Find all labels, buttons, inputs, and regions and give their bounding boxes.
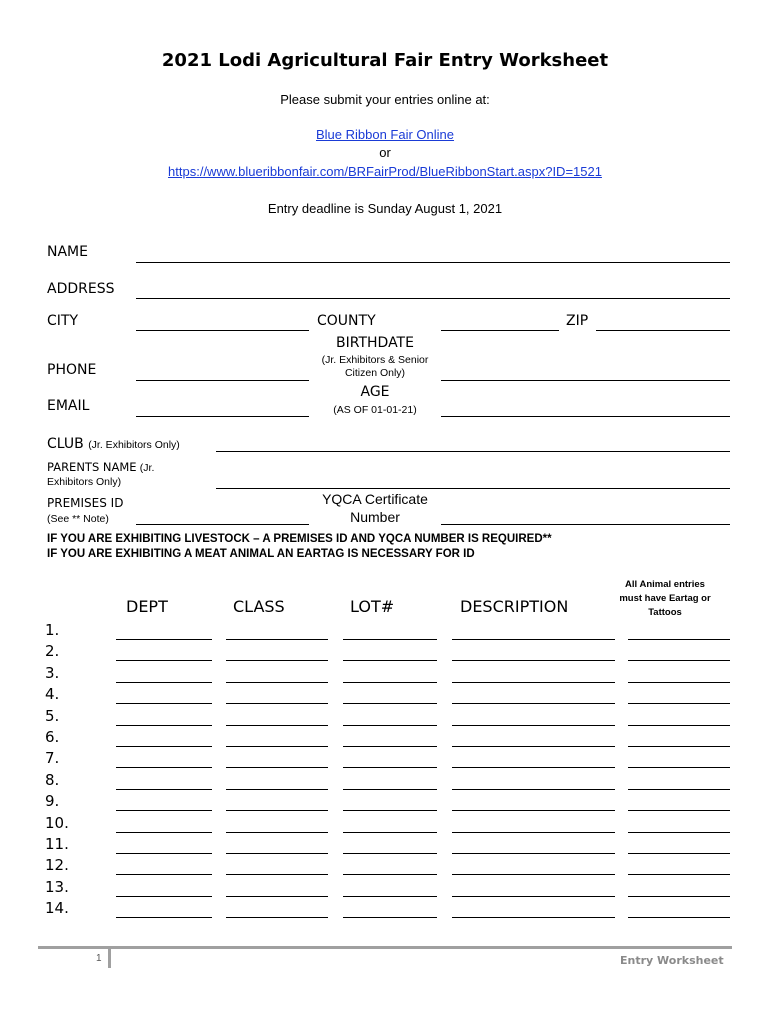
- row-description-field[interactable]: [452, 660, 615, 661]
- birthdate-field[interactable]: [441, 380, 730, 381]
- row-eartag-field[interactable]: [628, 789, 730, 790]
- yqca-field[interactable]: [441, 524, 730, 525]
- row-description-field[interactable]: [452, 874, 615, 875]
- row-class-field[interactable]: [226, 703, 328, 704]
- row-description-field[interactable]: [452, 682, 615, 683]
- parents-note-2: Exhibitors Only): [47, 476, 122, 488]
- row-description-field[interactable]: [452, 853, 615, 854]
- row-class-field[interactable]: [226, 810, 328, 811]
- row-dept-field[interactable]: [116, 660, 212, 661]
- row-eartag-field[interactable]: [628, 832, 730, 833]
- premises-note: (See ** Note): [47, 513, 109, 525]
- row-lot-field[interactable]: [343, 725, 437, 726]
- zip-field[interactable]: [596, 330, 730, 331]
- email-label: EMAIL: [47, 398, 90, 414]
- row-lot-field[interactable]: [343, 789, 437, 790]
- birthdate-label: BIRTHDATE: [336, 335, 414, 351]
- row-eartag-field[interactable]: [628, 853, 730, 854]
- row-class-field[interactable]: [226, 853, 328, 854]
- parents-name-field[interactable]: [216, 488, 730, 489]
- row-eartag-field[interactable]: [628, 810, 730, 811]
- birthdate-note-1: (Jr. Exhibitors & Senior: [321, 354, 429, 366]
- phone-field[interactable]: [136, 380, 309, 381]
- row-number: 7.: [45, 749, 60, 768]
- row-number: 10.: [45, 813, 69, 832]
- footer-label: Entry Worksheet: [620, 954, 724, 967]
- blue-ribbon-link[interactable]: Blue Ribbon Fair Online: [315, 127, 455, 142]
- name-label: NAME: [47, 244, 88, 260]
- row-dept-field[interactable]: [116, 725, 212, 726]
- row-class-field[interactable]: [226, 896, 328, 897]
- club-note: (Jr. Exhibitors Only): [88, 439, 180, 451]
- row-dept-field[interactable]: [116, 789, 212, 790]
- row-lot-field[interactable]: [343, 832, 437, 833]
- column-class: CLASS: [233, 597, 285, 616]
- submit-instructions: Please submit your entries online at:: [280, 92, 490, 107]
- row-dept-field[interactable]: [116, 917, 212, 918]
- row-class-field[interactable]: [226, 917, 328, 918]
- row-dept-field[interactable]: [116, 639, 212, 640]
- row-lot-field[interactable]: [343, 874, 437, 875]
- row-class-field[interactable]: [226, 874, 328, 875]
- county-field[interactable]: [441, 330, 559, 331]
- row-dept-field[interactable]: [116, 896, 212, 897]
- row-lot-field[interactable]: [343, 703, 437, 704]
- row-dept-field[interactable]: [116, 682, 212, 683]
- row-description-field[interactable]: [452, 725, 615, 726]
- row-description-field[interactable]: [452, 789, 615, 790]
- parents-note-1: (Jr.: [139, 462, 155, 474]
- row-class-field[interactable]: [226, 767, 328, 768]
- address-field[interactable]: [136, 298, 730, 299]
- row-description-field[interactable]: [452, 767, 615, 768]
- row-description-field[interactable]: [452, 917, 615, 918]
- row-lot-field[interactable]: [343, 917, 437, 918]
- row-dept-field[interactable]: [116, 874, 212, 875]
- eartag-note-line-2: must have Eartag or: [619, 593, 711, 604]
- club-label: CLUB: [47, 436, 84, 452]
- row-number: 1.: [45, 621, 60, 639]
- row-class-field[interactable]: [226, 682, 328, 683]
- livestock-notice: IF YOU ARE EXHIBITING LIVESTOCK – A PREMISES ID AND YQCA NUMBER IS REQUIRED**: [47, 533, 552, 545]
- eartag-note-line-1: All Animal entries: [625, 579, 705, 590]
- age-label: AGE: [360, 384, 390, 400]
- column-dept: DEPT: [126, 597, 168, 616]
- row-number: 13.: [45, 877, 69, 896]
- row-number: 3.: [45, 663, 60, 682]
- row-class-field[interactable]: [226, 789, 328, 790]
- meat-animal-notice: IF YOU ARE EXHIBITING A MEAT ANIMAL AN EARTAG IS NECESSARY FOR ID: [47, 548, 475, 560]
- row-class-field[interactable]: [226, 660, 328, 661]
- page-title: 2021 Lodi Agricultural Fair Entry Worksheet: [161, 50, 609, 71]
- row-lot-field[interactable]: [343, 896, 437, 897]
- eartag-note: [610, 578, 720, 620]
- club-field[interactable]: [216, 451, 730, 452]
- row-description-field[interactable]: [452, 896, 615, 897]
- row-lot-field[interactable]: [343, 853, 437, 854]
- row-description-field[interactable]: [452, 703, 615, 704]
- row-eartag-field[interactable]: [628, 874, 730, 875]
- row-number: 6.: [45, 728, 60, 746]
- row-lot-field[interactable]: [343, 682, 437, 683]
- row-class-field[interactable]: [226, 639, 328, 640]
- row-dept-field[interactable]: [116, 767, 212, 768]
- row-lot-field[interactable]: [343, 660, 437, 661]
- footer-divider: [38, 946, 732, 949]
- zip-label: ZIP: [566, 313, 589, 329]
- club-label-group: [47, 435, 180, 453]
- city-label: CITY: [47, 313, 79, 329]
- row-number: 4.: [45, 685, 60, 704]
- row-eartag-field[interactable]: [628, 896, 730, 897]
- city-field[interactable]: [136, 330, 309, 331]
- row-dept-field[interactable]: [116, 746, 212, 747]
- row-lot-field[interactable]: [343, 746, 437, 747]
- row-eartag-field[interactable]: [628, 703, 730, 704]
- row-eartag-field[interactable]: [628, 917, 730, 918]
- row-lot-field[interactable]: [343, 639, 437, 640]
- county-label: COUNTY: [317, 313, 376, 329]
- row-class-field[interactable]: [226, 832, 328, 833]
- row-lot-field[interactable]: [343, 767, 437, 768]
- row-class-field[interactable]: [226, 746, 328, 747]
- row-number: 9.: [45, 792, 60, 811]
- row-dept-field[interactable]: [116, 810, 212, 811]
- row-eartag-field[interactable]: [628, 639, 730, 640]
- row-eartag-field[interactable]: [628, 767, 730, 768]
- footer-page-separator: [108, 948, 111, 968]
- row-description-field[interactable]: [452, 746, 615, 747]
- row-description-field[interactable]: [452, 832, 615, 833]
- address-label: ADDRESS: [47, 281, 115, 297]
- age-note: (AS OF 01-01-21): [333, 404, 417, 416]
- row-number: 14.: [45, 899, 69, 918]
- or-text: or: [379, 145, 391, 160]
- row-description-field[interactable]: [452, 810, 615, 811]
- premises-id-label: PREMISES ID: [47, 496, 124, 510]
- birthdate-note-2: Citizen Only): [344, 367, 406, 379]
- row-dept-field[interactable]: [116, 703, 212, 704]
- row-class-field[interactable]: [226, 725, 328, 726]
- row-eartag-field[interactable]: [628, 746, 730, 747]
- row-number: 11.: [45, 835, 69, 853]
- name-field[interactable]: [136, 262, 730, 263]
- parents-name-label: PARENTS NAME: [47, 460, 137, 474]
- row-eartag-field[interactable]: [628, 682, 730, 683]
- premises-id-field[interactable]: [136, 524, 309, 525]
- row-number: 5.: [45, 706, 60, 725]
- eartag-note-line-3: Tattoos: [648, 607, 682, 618]
- row-number: 2.: [45, 642, 60, 661]
- yqca-label-1: YQCA Certificate: [322, 491, 428, 507]
- row-dept-field[interactable]: [116, 832, 212, 833]
- row-dept-field[interactable]: [116, 853, 212, 854]
- row-eartag-field[interactable]: [628, 660, 730, 661]
- blue-ribbon-url-link[interactable]: https://www.blueribbonfair.com/BRFairProd/BlueRibbonStart.aspx?ID=1521: [168, 164, 602, 179]
- row-lot-field[interactable]: [343, 810, 437, 811]
- page-number: 1: [96, 953, 102, 964]
- column-lot: LOT#: [350, 597, 395, 616]
- entry-deadline: Entry deadline is Sunday August 1, 2021: [267, 201, 503, 216]
- row-number: 8.: [45, 770, 60, 789]
- parents-label-group: [47, 460, 154, 474]
- phone-label: PHONE: [47, 362, 97, 378]
- age-field[interactable]: [441, 416, 730, 417]
- email-field[interactable]: [136, 416, 309, 417]
- row-description-field[interactable]: [452, 639, 615, 640]
- yqca-label-2: Number: [350, 509, 400, 525]
- row-number: 12.: [45, 856, 69, 875]
- row-eartag-field[interactable]: [628, 725, 730, 726]
- column-description: DESCRIPTION: [460, 597, 569, 616]
